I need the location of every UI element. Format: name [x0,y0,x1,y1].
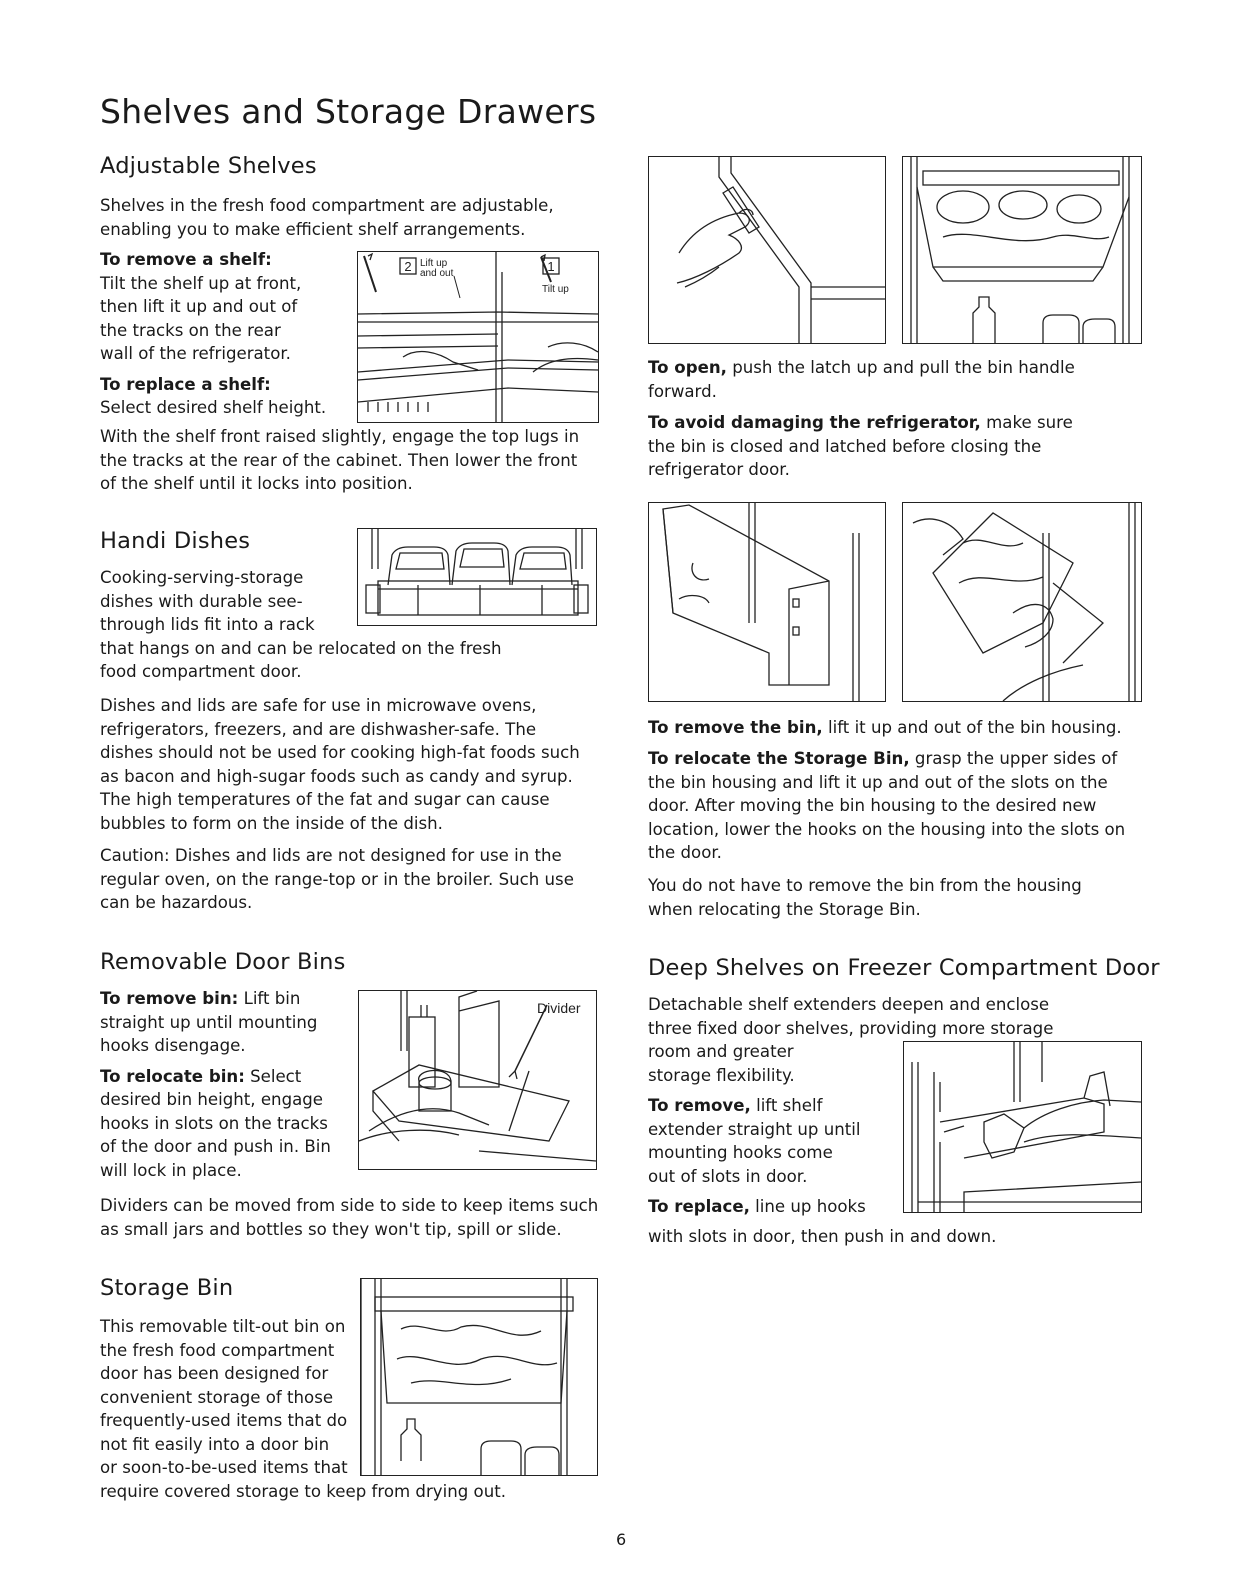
handi-dishes-caution [100,844,574,915]
text-line: door has been designed for [100,1364,329,1383]
text-line: Tilt the shelf up at front, [100,273,302,293]
text-line [100,1065,355,1089]
adjustable-shelves-heading: Adjustable Shelves [100,153,317,179]
page-number: 6 [616,1530,627,1549]
text-line: the bin housing and lift it up and out of the slots on the [648,772,1108,792]
text-line: frequently-used items that do [100,1411,348,1430]
bin-warning-text [648,411,1073,482]
text-line [648,747,1125,771]
text-line: refrigerator door. [648,460,790,479]
text-line: as small jars and bottles so they won't tip, spill or slide. [100,1219,562,1239]
text-span: make sure [986,413,1073,432]
deep-shelf-illustration [903,1041,1142,1213]
text-line: dishes should not be used for cooking high-fat foods such [100,743,580,762]
shelf-step-1-number: 1 [547,259,555,274]
relocate-storage-bin-heading: To relocate the Storage Bin, [648,749,910,768]
text-line: the bin is closed and latched before closing the [648,436,1042,456]
text-line: the fresh food compartment [100,1340,335,1360]
bin-housing-illustration [648,502,886,702]
text-line: This removable tilt-out bin on [100,1317,346,1336]
text-line: Cooking-serving-storage [100,568,304,587]
text-line [648,716,1122,740]
shelf-step-2-label-1: Lift up [420,258,448,269]
text-line [100,987,355,1011]
bin-open-text [648,356,1075,403]
text-line: can be hazardous. [100,893,253,912]
replace-shelf-heading: To replace a shelf: [100,374,271,394]
text-line: regular oven, on the range-top or in the broiler. Such use [100,869,574,889]
storage-bin-closed-illustration [360,1278,598,1476]
text-line: door. After moving the bin housing to the desired new [648,796,1097,815]
door-bins-heading: Removable Door Bins [100,949,346,975]
replace-shelf-instructions [100,425,579,496]
dishes-drawing [358,529,596,625]
text-line: of the door and push in. Bin [100,1137,331,1156]
text-span: lift shelf [756,1096,823,1115]
text-span: lift it up and out of the bin housing. [828,718,1122,737]
text-line: dishes with durable see- [100,591,303,611]
text-span: push the latch up and pull the bin handle [732,358,1075,377]
door-bin-drawing [359,991,596,1169]
deep-shelves-intro [648,993,1053,1040]
shelf-step-1-label: Tilt up [542,284,569,295]
remove-shelf-instructions [100,248,355,420]
relocate-bin-heading: To relocate bin: [100,1066,245,1086]
text-line: wall of the refrigerator. [100,344,291,363]
text-line [648,411,1073,435]
text-line: storage flexibility. [648,1065,795,1085]
text-line: through lids fit into a rack [100,615,315,634]
handi-dishes-heading: Handi Dishes [100,528,251,554]
replace-extender-heading: To replace, [648,1197,750,1216]
text-span: line up hooks [755,1197,866,1216]
text-line: location, lower the hooks on the housing into the slots on [648,819,1126,839]
text-line: as bacon and high-sugar foods such as candy and syrup. [100,766,573,786]
text-line: out of slots in door. [648,1166,808,1186]
text-line: Dishes and lids are safe for use in microwave ovens, [100,696,537,715]
deep-shelves-instructions [648,1040,898,1219]
adjustable-shelves-intro [100,194,554,241]
text-line [648,356,1075,380]
text-span: Select [250,1066,302,1086]
page-title: Shelves and Storage Drawers [100,92,597,131]
text-line: convenient storage of those [100,1387,334,1407]
bin-relocate-text [648,747,1125,865]
text-span: Lift bin [243,989,301,1008]
text-span: grasp the upper sides of [914,749,1118,768]
text-line: not fit easily into a door bin [100,1434,330,1454]
divider-label: Divider [537,1000,581,1016]
text-line: of the shelf until it locks into position. [100,474,413,493]
text-line: forward. [648,381,717,401]
text-line: Select desired shelf height. [100,398,327,417]
text-line: refrigerators, freezers, and are dishwasher-safe. The [100,719,537,739]
open-heading: To open, [648,358,727,377]
door-bins-instructions [100,987,355,1182]
text-line: that hangs on and can be relocated on the fresh [100,638,502,658]
text-line: the tracks at the rear of the cabinet. Then lower the front [100,450,578,470]
text-line: hooks disengage. [100,1036,246,1055]
bin-housing-drawing [649,503,885,701]
bin-remove-text [648,716,1122,740]
text-line: Detachable shelf extenders deepen and enclose [648,995,1050,1014]
shelf-step-2-label-2: and out [420,268,454,279]
bin-latch-drawing [649,157,885,343]
text-line: extender straight up until [648,1119,861,1139]
text-line: The high temperatures of the fat and sugar can cause [100,790,550,809]
text-line: with slots in door, then push in and down. [648,1227,997,1246]
text-line: then lift it up and out of [100,297,298,316]
text-line: With the shelf front raised slightly, engage the top lugs in [100,427,580,446]
handi-dishes-illustration [357,528,597,626]
text-line: desired bin height, engage [100,1090,324,1109]
text-line: room and greater [648,1042,794,1061]
text-line: bubbles to form on the inside of the dish. [100,813,443,833]
text-line: Dividers can be moved from side to side to keep items such [100,1196,599,1215]
shelf-step-2-number: 2 [404,259,412,274]
text-line [648,1094,898,1118]
text-line: hooks in slots on the tracks [100,1113,328,1133]
text-line: Caution: Dishes and lids are not designed for use in the [100,846,562,865]
remove-bin-heading: To remove bin: [100,989,239,1008]
bin-open-drawing [903,157,1141,343]
text-line: or soon-to-be-used items that [100,1458,348,1477]
text-line: three fixed door shelves, providing more storage [648,1018,1054,1038]
bin-latch-illustration [648,156,886,344]
deep-shelf-drawing [904,1042,1141,1212]
bin-closed-drawing [361,1279,597,1475]
text-line: will lock in place. [100,1160,242,1180]
remove-bin-right-heading: To remove the bin, [648,718,823,737]
text-line: the door. [648,843,722,862]
text-line: You do not have to remove the bin from the housing [648,876,1082,895]
dividers-text [100,1194,598,1241]
avoid-damage-heading: To avoid damaging the refrigerator, [648,413,981,432]
text-line: mounting hooks come [648,1143,833,1162]
shelf-illustration [357,251,599,423]
remove-extender-heading: To remove, [648,1096,751,1115]
handi-dishes-safety [100,694,580,835]
deep-shelves-heading: Deep Shelves on Freezer Compartment Door [648,955,1160,981]
bin-removal-illustration [902,502,1142,702]
bin-note-text [648,874,1082,921]
text-line: the tracks on the rear [100,320,281,340]
text-line: enabling you to make efficient shelf arrangements. [100,219,526,239]
shelf-drawing [358,252,598,422]
text-line: straight up until mounting [100,1012,318,1032]
deep-shelves-replace-line [648,1225,996,1249]
text-line: Shelves in the fresh food compartment are adjustable, [100,196,554,215]
text-line: require covered storage to keep from drying out. [100,1481,506,1501]
bin-open-illustration [902,156,1142,344]
text-line: food compartment door. [100,662,302,681]
door-bin-illustration [358,990,597,1170]
storage-bin-heading: Storage Bin [100,1275,234,1301]
text-line [648,1195,898,1219]
remove-shelf-heading: To remove a shelf: [100,250,272,269]
bin-removal-drawing [903,503,1141,701]
text-line: when relocating the Storage Bin. [648,899,921,919]
